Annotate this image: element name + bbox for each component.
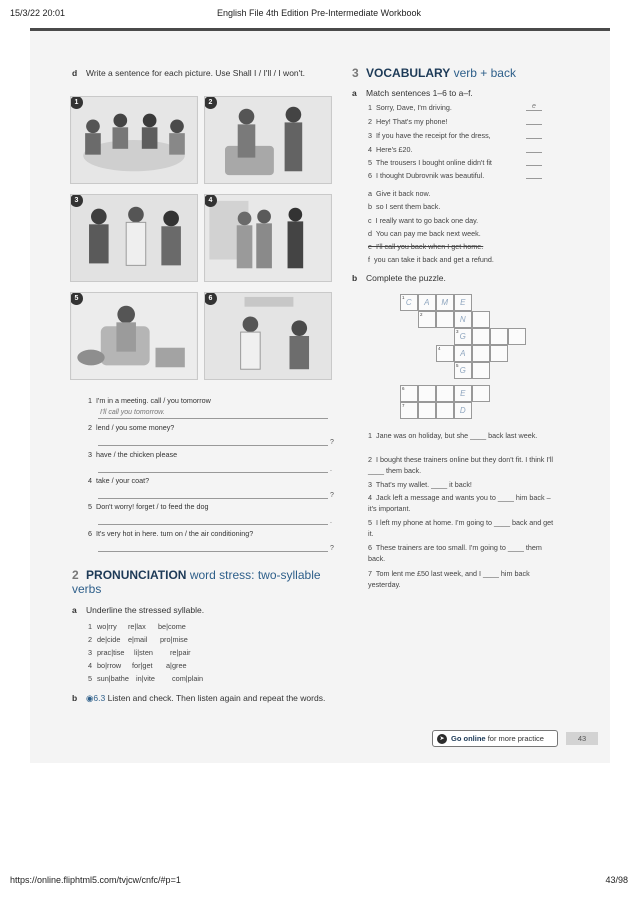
word[interactable]: pro|mise [160, 635, 188, 644]
puzzle-cell[interactable]: 1 C [400, 294, 418, 311]
item-number: 3 [88, 450, 92, 459]
word[interactable]: re|lax [128, 622, 146, 631]
word[interactable]: for|get [132, 661, 153, 670]
b-instruction-text: Listen and check. Then listen again and repeat the words. [107, 693, 326, 703]
picture-number: 5 [70, 292, 83, 305]
row-number: 5 [88, 674, 93, 683]
picture-6 [204, 292, 332, 380]
picture-number: 4 [204, 194, 217, 207]
print-header [10, 8, 628, 22]
item-number: 1 [88, 396, 92, 405]
list-item [368, 103, 558, 112]
list-item [368, 518, 556, 539]
sentence-text: Here's £20. [376, 145, 413, 154]
pronunciation-heading [72, 568, 332, 596]
word[interactable]: sun|bathe [97, 674, 129, 683]
end-mark: ? [330, 439, 334, 446]
picture-2 [204, 96, 332, 184]
clue-text: Jane was on holiday, but she ____ back last week. [376, 431, 538, 440]
puzzle-cell[interactable] [490, 328, 508, 345]
exercise-d-letter: d [72, 68, 78, 78]
puzzle-cell[interactable]: A [418, 294, 436, 311]
puzzle-cell[interactable] [472, 345, 490, 362]
picture-number: 2 [204, 96, 217, 109]
friends-illustration [205, 97, 331, 183]
picture-4 [204, 194, 332, 282]
answer-line[interactable] [98, 516, 328, 525]
list-item [368, 229, 481, 238]
vocabulary-b-instruction: Complete the puzzle. [366, 273, 446, 283]
puzzle-cell-key[interactable]: 5 G [454, 362, 472, 379]
word[interactable]: a|gree [166, 661, 187, 670]
puzzle-cell[interactable] [490, 345, 508, 362]
puzzle-cell-key[interactable]: N [454, 311, 472, 328]
answer-blank[interactable] [526, 145, 542, 153]
word[interactable]: com|plain [172, 674, 204, 683]
picture-3 [70, 194, 198, 282]
answer-blank[interactable]: e [526, 103, 542, 111]
arrow-icon: ➤ [437, 734, 447, 744]
answer-line[interactable] [98, 490, 328, 499]
puzzle-cell[interactable] [418, 402, 436, 419]
puzzle-cell[interactable] [418, 385, 436, 402]
clue-text: I left my phone at home. I'm going to ____ back and get it. [368, 518, 554, 538]
pronunciation-a-instruction: Underline the stressed syllable. [86, 605, 205, 615]
puzzle-cell[interactable] [472, 385, 490, 402]
puzzle-cell-key[interactable]: D [454, 402, 472, 419]
item-number: 4 [88, 476, 92, 485]
example-answer: I'll call you tomorrow. [100, 409, 165, 416]
audio-track: 6.3 [93, 693, 106, 703]
answer-blank[interactable] [526, 131, 542, 139]
clue-number: 3 [368, 480, 372, 489]
puzzle-cell[interactable] [436, 311, 454, 328]
list-item [368, 171, 558, 180]
puzzle-cell[interactable] [436, 385, 454, 402]
word[interactable]: in|vite [136, 674, 155, 683]
list-item [368, 189, 430, 198]
answer-blank[interactable] [526, 171, 542, 179]
word[interactable]: wo|rry [97, 622, 117, 631]
puzzle-cell[interactable]: 4 [436, 345, 454, 362]
list-item [368, 117, 558, 126]
answer-blank[interactable] [526, 158, 542, 166]
section-number: 3 [352, 66, 359, 80]
audio-icon[interactable]: ◉ [86, 693, 94, 703]
end-mark: . [330, 466, 332, 473]
option-letter: b [368, 202, 372, 211]
restaurant-illustration [71, 195, 197, 281]
option-letter: e [368, 242, 372, 251]
section-title: VOCABULARY [366, 66, 451, 80]
item-prompt: Don't worry! forget / to feed the dog [96, 502, 209, 511]
item-number: 2 [88, 423, 92, 432]
puzzle-cell[interactable] [472, 328, 490, 345]
puzzle-cell[interactable] [508, 328, 526, 345]
list-item [368, 131, 558, 140]
word[interactable]: bo|rrow [97, 661, 122, 670]
list-item [368, 202, 440, 211]
print-footer [10, 875, 628, 889]
puzzle-cell[interactable] [472, 362, 490, 379]
clue-number: 4 [368, 493, 372, 502]
print-page-count: 43/98 [605, 875, 628, 885]
clue-text: These trainers are too small. I'm going to ____ them back. [368, 543, 542, 563]
vocabulary-heading [352, 66, 592, 80]
item-number: 5 [368, 158, 372, 167]
item-number: 3 [368, 131, 372, 140]
sentence-text: Sorry, Dave, I'm driving. [376, 103, 452, 112]
section-title: PRONUNCIATION [86, 568, 187, 582]
row-number: 2 [88, 635, 93, 644]
item-number: 2 [368, 117, 372, 126]
pronunciation-a-letter: a [72, 605, 77, 615]
list-item [368, 455, 556, 476]
sentence-text: Hey! That's my phone! [376, 117, 448, 126]
item-number: 5 [88, 502, 92, 511]
row-number: 1 [88, 622, 93, 631]
answer-line[interactable] [98, 437, 328, 446]
puzzle-cell[interactable] [472, 311, 490, 328]
meeting-illustration [71, 97, 197, 183]
puzzle-cell[interactable]: 2 [418, 311, 436, 328]
clue-text: I bought these trainers online but they don't fit. I think I'll ____ them back. [368, 455, 553, 475]
row-number: 4 [88, 661, 93, 670]
dog-illustration [71, 293, 197, 379]
pronunciation-b-instruction [86, 693, 326, 704]
picture-5 [70, 292, 198, 380]
end-mark: ? [330, 492, 334, 499]
go-online-bold: Go online [451, 734, 486, 743]
list-item [368, 480, 556, 491]
section-subtitle: word stress: two-syllable verbs [72, 568, 321, 596]
vocabulary-a-instruction: Match sentences 1–6 to a–f. [366, 88, 473, 98]
pronunciation-b-letter: b [72, 693, 78, 703]
sentence-text: If you have the receipt for the dress, [376, 131, 491, 140]
vocabulary-a-letter: a [352, 88, 357, 98]
item-number: 1 [368, 103, 372, 112]
exercise-d-instruction: Write a sentence for each picture. Use Shall I / I'll / I won't. [86, 68, 305, 78]
word[interactable]: be|come [158, 622, 186, 631]
go-online-rest: for more practice [487, 734, 544, 743]
word[interactable]: e|mail [128, 635, 148, 644]
section-subtitle: verb + back [453, 66, 516, 80]
section-number: 2 [72, 568, 79, 582]
list-item [368, 255, 494, 264]
list-item [368, 158, 558, 167]
answer-line[interactable] [98, 464, 328, 473]
row-number: 3 [88, 648, 93, 657]
clue-text: Jack left a message and wants you to ____ him back – it's important. [368, 493, 551, 513]
word[interactable]: re|pair [170, 648, 191, 657]
clue-number: 6 [368, 543, 372, 552]
puzzle-cell-key[interactable]: 3 G [454, 328, 472, 345]
list-item [368, 543, 556, 564]
item-number: 6 [88, 529, 92, 538]
puzzle-cell-key[interactable]: E [454, 294, 472, 311]
end-mark: ? [330, 545, 334, 552]
list-item [368, 431, 556, 442]
list-item-crossed [368, 242, 483, 251]
clue-text: Tom lent me £50 last week, and I ____ him back yesterday. [368, 569, 530, 589]
word[interactable]: li|sten [134, 648, 153, 657]
option-text: I really want to go back one day. [375, 216, 479, 225]
item-prompt: It's very hot in here. turn on / the air conditioning? [96, 529, 254, 538]
item-prompt: take / your coat? [96, 476, 150, 485]
print-url[interactable]: https://online.fliphtml5.com/tvjcw/cnfc/#p=1 [10, 875, 181, 885]
clue-number: 7 [368, 569, 372, 578]
option-letter: c [368, 216, 372, 225]
list-item [368, 145, 558, 154]
picture-number: 6 [204, 292, 217, 305]
item-number: 4 [368, 145, 372, 154]
picture-1 [70, 96, 198, 184]
option-letter: d [368, 229, 372, 238]
clue-number: 2 [368, 455, 372, 464]
option-text: You can pay me back next week. [375, 229, 481, 238]
option-text: Give it back now. [376, 189, 431, 198]
word[interactable]: prac|tise [97, 648, 125, 657]
word[interactable]: de|cide [97, 635, 121, 644]
answer-blank[interactable] [526, 117, 542, 125]
puzzle-cell[interactable] [436, 402, 454, 419]
print-datetime: 15/3/22 20:01 [10, 8, 66, 18]
go-online-button[interactable] [432, 730, 558, 747]
puzzle-cell-key[interactable]: E [454, 385, 472, 402]
item-prompt: I'm in a meeting. call / you tomorrow [96, 396, 211, 405]
puzzle-cell[interactable]: 7 [400, 402, 418, 419]
puzzle-cell-key[interactable]: A [454, 345, 472, 362]
clue-number: 1 [368, 431, 372, 440]
picture-number: 1 [70, 96, 83, 109]
page-number: 43 [566, 732, 598, 745]
office-illustration [205, 293, 331, 379]
option-text: I'll call you back when I get home. [376, 242, 484, 251]
coat-illustration [205, 195, 331, 281]
option-letter: f [368, 255, 370, 264]
clue-text: That's my wallet. ____ it back! [375, 480, 472, 489]
puzzle-cell[interactable]: 6 [400, 385, 418, 402]
sentence-text: I thought Dubrovnik was beautiful. [376, 171, 485, 180]
list-item [368, 569, 556, 590]
clue-number: 5 [368, 518, 372, 527]
sentence-text: The trousers I bought online didn't fit [375, 158, 492, 167]
option-letter: a [368, 189, 372, 198]
end-mark: . [330, 518, 332, 525]
item-number: 6 [368, 171, 372, 180]
answer-line[interactable] [98, 543, 328, 552]
item-prompt: lend / you some money? [96, 423, 175, 432]
option-text: so I sent them back. [376, 202, 441, 211]
picture-number: 3 [70, 194, 83, 207]
puzzle-cell[interactable]: M [436, 294, 454, 311]
print-title: English File 4th Edition Pre-Intermediate Workbook [217, 8, 421, 18]
list-item [368, 216, 478, 225]
item-prompt: have / the chicken please [96, 450, 178, 459]
option-text: you can take it back and get a refund. [374, 255, 494, 264]
vocabulary-b-letter: b [352, 273, 358, 283]
list-item [368, 493, 556, 514]
